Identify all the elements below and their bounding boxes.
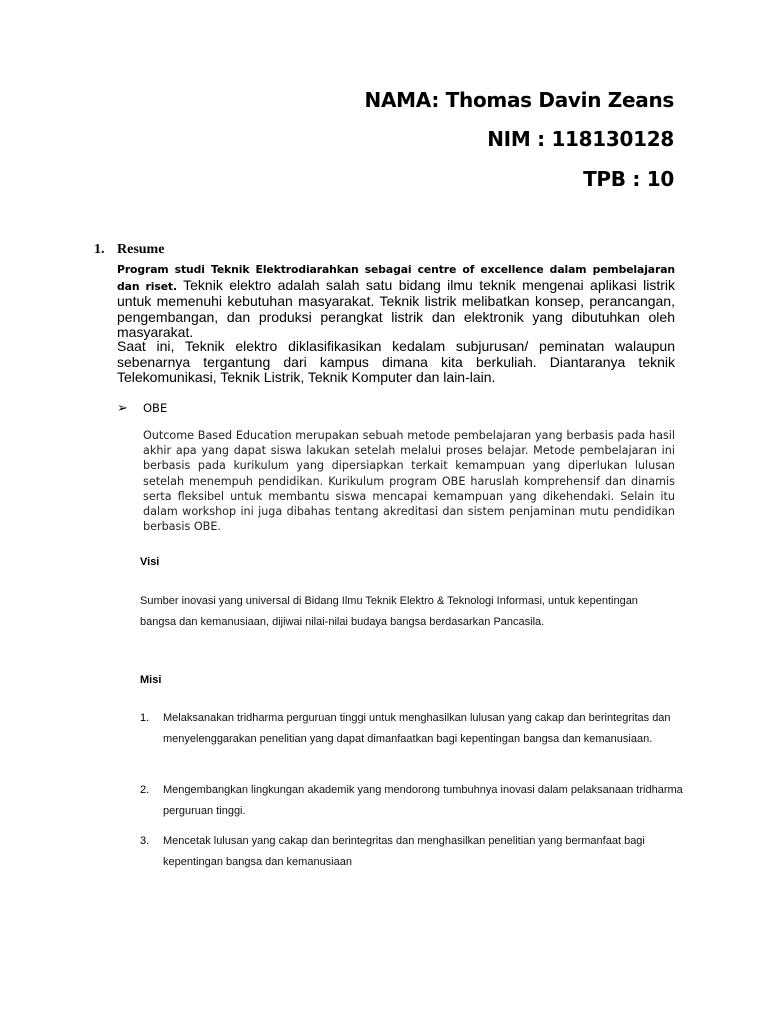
student-name: NAMA: Thomas Davin Zeans: [364, 88, 674, 112]
misi-item-text: Melaksanakan tridharma perguruan tinggi untuk menghasilkan lulusan yang cakap dan berintegritas dan menyelenggarakan penelitian yang dapat dimanfaatkan bagi kepentingan bangsa dan kemanusiaan.: [163, 712, 671, 745]
resume-body: Teknik elektro adalah salah satu bidang ilmu teknik mengenai aplikasi listrik untuk memenuhi kebutuhan masyarakat. Teknik listrik melibatkan konsep, perancangan, pengembangan, dan produksi perangkat listrik dan elektronik yang dibutuhkan oleh masyarakat.: [117, 276, 675, 340]
resume-paragraph-2: Saat ini, Teknik elektro diklasifikasikan kedalam subjurusan/ peminatan walaupun sebenarnya tergantung dari kampus dimana kita berkuliah. Diantaranya teknik Telekomunikasi, Teknik Listrik, Teknik Komputer dan lain-lain.: [117, 338, 675, 385]
misi-heading: Misi: [140, 674, 162, 686]
obe-paragraph: Outcome Based Education merupakan sebuah metode pembelajaran yang berbasis pada hasil akhir apa yang dapat siswa lakukan setelah melalui proses belajar. Metode pembelajaran ini berbasis pada kurikulum yang dipersiapkan terkait kemampuan yang diperlukan lulusan setelah menempuh pendidikan. Kurikulum program OBE haruslah komprehensif dan dinamis serta fleksibel untuk membantu siswa mencapai kemampuan yang dikehendaki. Selain itu dalam workshop ini juga dibahas tentang akreditasi dan sistem penjaminan mutu pendidikan berbasis OBE.: [143, 429, 675, 534]
visi-heading: Visi: [140, 556, 160, 568]
resume-paragraph-1: [117, 261, 675, 341]
misi-item-number: 1.: [140, 712, 150, 724]
student-nim: NIM : 118130128: [487, 127, 674, 151]
student-tpb: TPB : 10: [583, 167, 674, 191]
resume-lead: Program studi Teknik Elektrodiarahkan sebagai centre of excellence dalam pembelajaran dan riset.: [117, 263, 675, 293]
misi-item-text: Mengembangkan lingkungan akademik yang mendorong tumbuhnya inovasi dalam pelaksanaan tridharma perguruan tinggi.: [163, 784, 683, 817]
section-title: Resume: [117, 242, 165, 257]
misi-item-text: Mencetak lulusan yang cakap dan berintegritas dan menghasilkan penelitian yang bermanfaat bagi kepentingan bangsa dan kemanusiaan: [163, 835, 645, 868]
misi-item-number: 2.: [140, 784, 150, 796]
visi-text: Sumber inovasi yang universal di Bidang Ilmu Teknik Elektro & Teknologi Informasi, untuk kepentingan bangsa dan kemanusiaan, dijiwai nilai-nilai budaya bangsa berdasarkan Pancasila.: [140, 595, 638, 628]
section-number: 1.: [94, 242, 105, 257]
arrow-bullet-icon: ➢: [117, 401, 128, 416]
obe-label: OBE: [143, 401, 168, 415]
misi-item-number: 3.: [140, 835, 150, 847]
